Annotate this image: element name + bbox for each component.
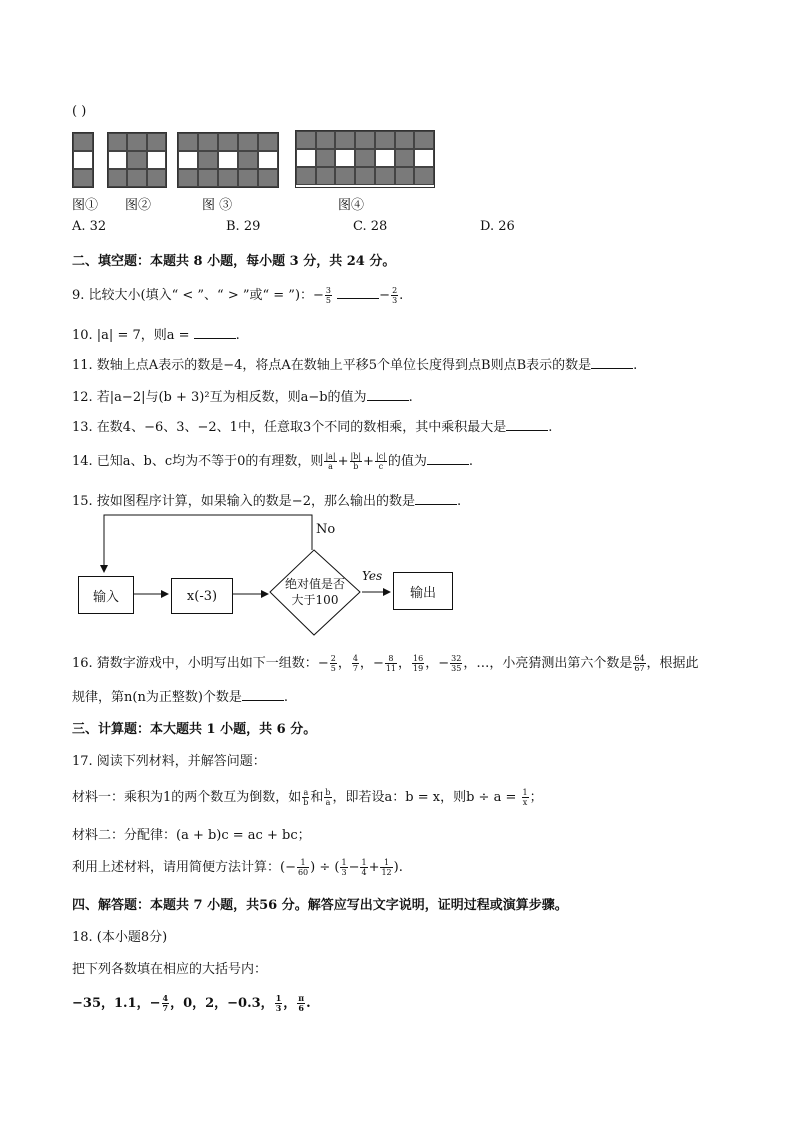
answer-paren: ( ) bbox=[72, 104, 87, 119]
section-heading: 二、填空题：本题共 8 小题，每小题 3 分，共 24 分。 bbox=[72, 254, 396, 269]
question-14: 14. 已知a、b、c均为不等于0的有理数，则 $\frac{|a|}{a}$ + $\frac{|b|}{b}$ + $\frac{|c|}{c}$ 的值为 . bbox=[72, 452, 473, 471]
flow-input-box: 输入 bbox=[78, 576, 134, 614]
flow-no-label: No bbox=[316, 522, 336, 537]
option-b: B. 29 bbox=[226, 219, 261, 234]
question-9: 9. 比较大小(填入“ < ”、“ > ”或“ = ”)：− $\frac{3}{5}$ − $\frac{2}{3}$ . bbox=[72, 286, 404, 305]
question-17-material-1: 材料一：乘积为1的两个数互为倒数，如 $\frac{a}{b}$ 和 $\frac{b}{a}$ ，即若设a：b = x，则b ÷ a = $\frac{1}{x}$ ； bbox=[72, 788, 543, 807]
figure-label: 图④ bbox=[338, 198, 365, 213]
option-c: C. 28 bbox=[353, 219, 388, 234]
question-17-material-2: 材料二：分配律：(a + b)c = ac + bc； bbox=[72, 828, 311, 843]
option-a: A. 32 bbox=[72, 219, 107, 234]
answer-blank bbox=[242, 688, 284, 701]
option-d: D. 26 bbox=[480, 219, 515, 234]
question-13: 13. 在数4、−6、3、−2、1中，任意取3个不同的数相乘，其中乘积最大是 . bbox=[72, 420, 553, 435]
flow-output-box: 输出 bbox=[393, 572, 453, 610]
question-18-title: 18. (本小题8分) bbox=[72, 930, 168, 945]
question-18-instruction: 把下列各数填在相应的大括号内： bbox=[72, 962, 268, 977]
question-18-numbers: −35，1.1，− $\frac{4}{7}$ ，0，2，−0.3， $\frac{1}{3}$ ， $\frac{\pi}{6}$ . bbox=[72, 993, 311, 1013]
figure-label: 图① bbox=[72, 198, 99, 213]
figure-label: 图 ③ bbox=[202, 198, 233, 213]
question-16: 16. 猜数字游戏中，小明写出如下一组数：− $\frac{2}{5}$ ， $\frac{4}{7}$ ，− $\frac{8}{11}$ ， $\frac{16}{19}$ ，− $\frac{32}{35}$ ，…，小亮猜测出第六个数是 $\frac{64}{67}$ ，根据此 bbox=[72, 654, 699, 673]
flow-multiply-box: x(-3) bbox=[171, 578, 233, 614]
question-16-line2: 规律，第n(n为正整数)个数是 . bbox=[72, 690, 289, 705]
figure-label: 图② bbox=[125, 198, 152, 213]
question-17-title: 17. 阅读下列材料，并解答问题： bbox=[72, 754, 266, 769]
question-12: 12. 若|a−2|与(b + 3)²互为相反数，则a−b的值为 . bbox=[72, 390, 413, 405]
flow-decision-text: 绝对值是否大于100 bbox=[284, 577, 345, 607]
section-heading: 四、解答题：本题共 7 小题，共56 分。解答应写出文字说明，证明过程或演算步骤。 bbox=[72, 898, 568, 913]
question-11: 11. 数轴上点A表示的数是−4，将点A在数轴上平移5个单位长度得到点B则点B表示的数是 . bbox=[72, 358, 638, 373]
question-15: 15. 按如图程序计算，如果输入的数是−2，那么输出的数是 . bbox=[72, 494, 462, 509]
section-heading: 三、计算题：本大题共 1 小题，共 6 分。 bbox=[72, 722, 317, 737]
question-17-compute: 利用上述材料，请用简便方法计算：(− $\frac{1}{60}$ ) ÷ ( $\frac{1}{3}$ − $\frac{1}{4}$ + $\frac{1}{12}$ ). bbox=[72, 858, 403, 877]
flow-yes-label: Yes bbox=[362, 569, 383, 583]
question-10: 10. |a| = 7，则a = . bbox=[72, 328, 240, 343]
